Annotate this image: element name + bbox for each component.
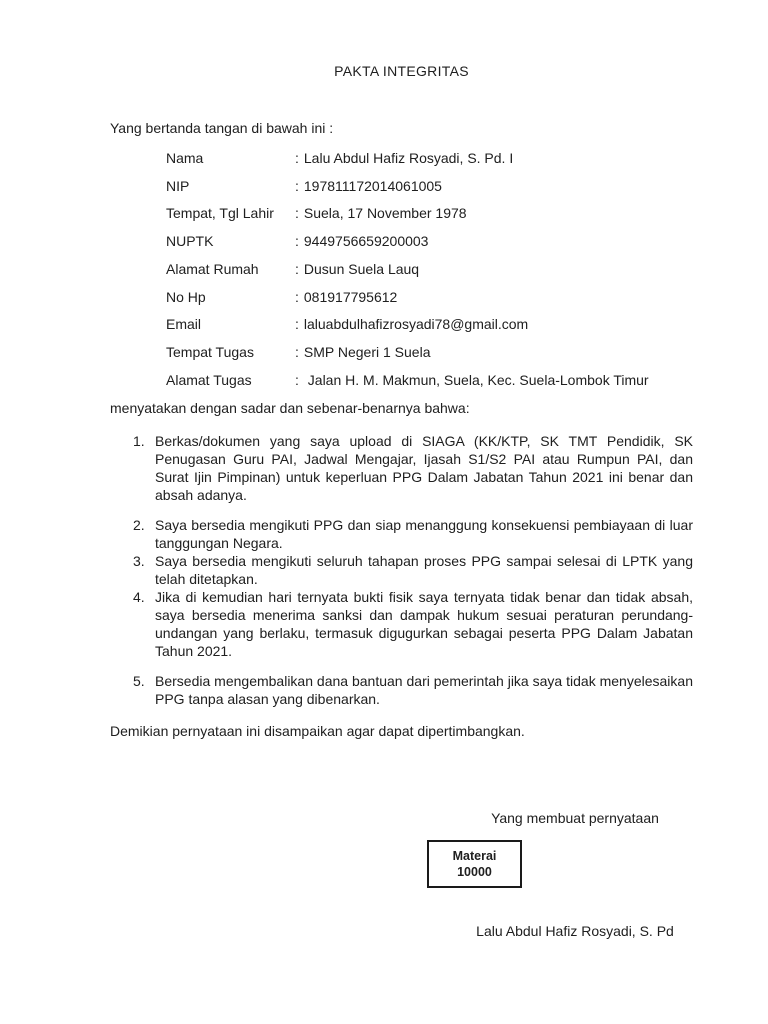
identity-label: Alamat Rumah [166,260,259,277]
identity-row-no-hp [110,284,693,312]
statements-list [110,432,693,708]
identity-colon: : [295,260,299,277]
materai-label: Materai [452,849,497,863]
identity-label: NIP [166,177,190,194]
identity-value: SMP Negeri 1 Suela [303,343,431,360]
identity-block [110,145,693,394]
opener-text: Yang bertanda tangan di bawah ini : [110,120,334,136]
identity-label: Tempat, Tgl Lahir [166,205,274,222]
identity-row-nuptk [110,228,693,256]
declaration-text: menyatakan dengan sadar dan sebenar-benarnya bahwa: [110,400,470,417]
identity-row-nama [110,145,693,173]
identity-label: Tempat Tugas [166,343,254,360]
statement-item-3 [110,552,693,588]
identity-value: 081917795612 [303,288,398,305]
identity-value: 9449756659200003 [303,233,429,250]
materai-value: 10000 [457,865,492,879]
identity-label: Email [166,316,202,333]
statement-item-1 [110,432,693,504]
document-title: PAKTA INTEGRITAS [334,63,469,79]
identity-value: Lalu Abdul Hafiz Rosyadi, S. Pd. I [303,150,514,166]
statement-text: Saya bersedia mengikuti seluruh tahapan proses PPG sampai selesai di LPTK yang telah ditetapkan. [155,553,693,588]
statement-text: Jika di kemudian hari ternyata bukti fisik saya ternyata tidak benar dan tidak absah, saya bersedia menerima sanksi dan dampak hukum sesuai peraturan perundang-undangan yang berlaku, termasuk digugurkan sebagai peserta PPG Dalam Jabatan Tahun 2021. [155,589,693,660]
identity-value: Jalan H. M. Makmun, Suela, Kec. Suela-Lombok Timur [303,371,649,388]
statement-item-2 [110,516,693,552]
identity-row-nip [110,173,693,201]
statement-item-4 [110,588,693,660]
signature-heading: Yang membuat pernyataan [491,810,659,826]
identity-value: Suela, 17 November 1978 [303,205,467,222]
identity-colon: : [295,177,299,194]
statement-number: 3. [133,553,145,570]
identity-label: Alamat Tugas [166,371,252,388]
identity-label: NUPTK [166,233,214,250]
statement-text: Berkas/dokumen yang saya upload di SIAGA (KK/KTP, SK TMT Pendidik, SK Penugasan Guru PAI, Jadwal Mengajar, Ijasah S1/S2 PAI atau Rumpun PAI, dan Surat Ijin Pimpinan) untuk keperluan PPG Dalam Jabatan Tahun 2021 ini benar dan absah adanya. [155,433,693,504]
statement-item-5 [110,672,693,708]
identity-colon: : [295,150,299,166]
identity-value: 197811172014061005 [303,177,442,194]
materai-stamp-box [427,840,522,888]
statement-number: 1. [133,433,145,450]
statement-number: 2. [133,517,145,534]
identity-colon: : [295,316,299,333]
closing-text: Demikian pernyataan ini disampaikan agar dapat dipertimbangkan. [110,723,525,740]
identity-row-email [110,311,693,339]
identity-row-alamat-tugas [110,367,693,395]
statement-text: Saya bersedia mengikuti PPG dan siap menanggung konsekuensi pembiayaan di luar tanggungan Negara. [155,517,693,552]
document-content [110,62,693,740]
identity-value: Dusun Suela Lauq [303,260,420,277]
identity-colon: : [295,233,299,250]
identity-label: No Hp [166,288,206,305]
identity-colon: : [295,205,299,222]
identity-colon: : [295,288,299,305]
identity-row-alamat-rumah [110,256,693,284]
signatory-name: Lalu Abdul Hafiz Rosyadi, S. Pd [476,923,674,939]
identity-label: Nama [166,150,204,166]
identity-colon: : [295,371,299,388]
statement-number: 5. [133,673,145,690]
identity-row-tempat-tugas [110,339,693,367]
identity-colon: : [295,343,299,360]
identity-row-tempat-tgl-lahir [110,200,693,228]
statement-text: Bersedia mengembalikan dana bantuan dari pemerintah jika saya tidak menyelesaikan PPG tanpa alasan yang dibenarkan. [155,673,693,708]
identity-value: laluabdulhafizrosyadi78@gmail.com [303,316,529,333]
statement-number: 4. [133,589,145,606]
